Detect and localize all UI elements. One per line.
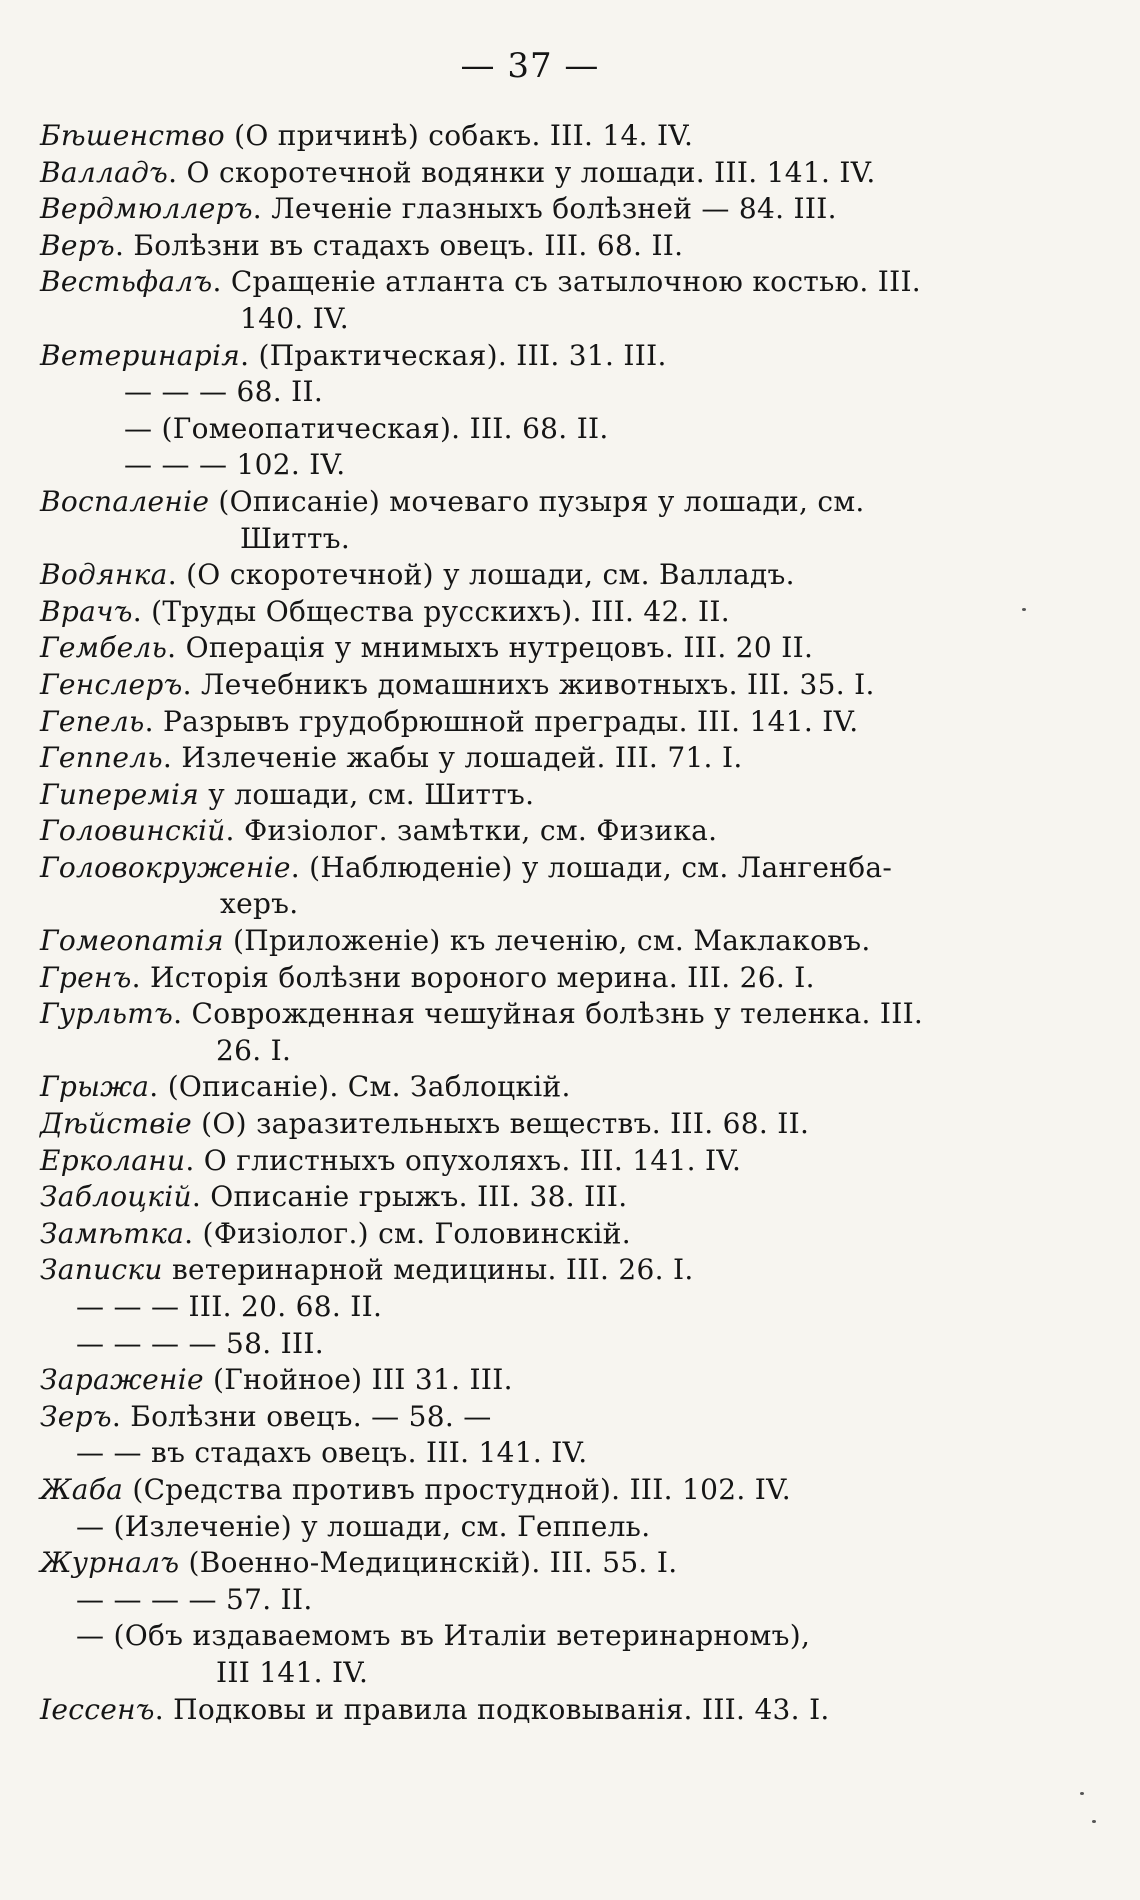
index-entry-ditto — [40, 1509, 1020, 1546]
entry-heading: Вестьфалъ — [40, 265, 213, 299]
entry-heading: Записки — [40, 1253, 163, 1287]
entry-heading: Грыжа — [40, 1070, 150, 1104]
entry-text: III 141. IV. — [216, 1655, 369, 1689]
entry-text: . Соврожденная чешуйная болѣзнь у теленка. III. — [173, 997, 924, 1031]
index-entry — [40, 118, 1020, 155]
entry-text: 140. IV. — [240, 301, 349, 335]
index-entry-ditto — [40, 411, 1020, 448]
entry-heading: Ветеринарія — [40, 338, 241, 372]
index-entry — [40, 1692, 1020, 1729]
entry-heading: Головинскій — [40, 814, 226, 848]
entry-text: . (Физіолог.) см. Головинскій. — [184, 1216, 631, 1250]
entry-heading: Бѣшенство — [40, 119, 225, 152]
entry-text: — — — — 57. II. — [76, 1582, 313, 1616]
index-entry — [40, 850, 1020, 887]
index-entry — [40, 264, 1020, 301]
index-entry-continuation — [40, 521, 1020, 558]
index-entry — [40, 1399, 1020, 1436]
entry-heading: Зараженіе — [40, 1363, 204, 1397]
index-entry — [40, 338, 1020, 375]
index-entry-continuation — [40, 1033, 1020, 1070]
index-entry — [40, 1106, 1020, 1143]
entry-text: — (Объ издаваемомъ въ Италіи ветеринарномъ), — [76, 1619, 811, 1653]
entry-heading: Водянка — [40, 558, 168, 592]
entry-heading: Гомеопатія — [40, 924, 224, 958]
entry-text: (Средства противъ простудной). III. 102. IV. — [123, 1472, 791, 1506]
index-entry-continuation — [40, 886, 1020, 923]
index-entry — [40, 228, 1020, 265]
entry-heading: Заблоцкій — [40, 1180, 192, 1214]
entry-heading: Ерколани — [40, 1143, 186, 1177]
entry-text: — — — 102. IV. — [124, 448, 346, 482]
entry-text: (О) заразительныхъ веществъ. III. 68. II. — [191, 1107, 810, 1141]
index-entry-ditto — [40, 1326, 1020, 1363]
entry-text: . (Труды Общества русскихъ). III. 42. II. — [132, 594, 730, 628]
entry-heading: Вердмюллеръ — [40, 192, 253, 226]
entry-text: . Болѣзни въ стадахъ овецъ. III. 68. II. — [114, 228, 684, 262]
entry-text: . Болѣзни овецъ. — 58. — — [111, 1399, 492, 1433]
entry-heading: Воспаленіе — [40, 484, 210, 518]
index-entry — [40, 667, 1020, 704]
index-entry — [40, 484, 1020, 521]
entry-heading: Замѣтка — [40, 1216, 185, 1250]
page-number: — 37 — — [460, 46, 600, 86]
index-entry — [40, 960, 1020, 997]
entry-heading: Головокруженіе — [40, 850, 291, 884]
entry-text: — — — III. 20. 68. II. — [76, 1290, 383, 1323]
entry-heading: Врачъ — [40, 594, 133, 628]
entry-text: . Описаніе грыжъ. III. 38. III. — [191, 1180, 628, 1214]
index-entry-ditto — [40, 1435, 1020, 1472]
index-entry-ditto — [40, 1582, 1020, 1619]
entry-text: . Исторія болѣзни вороного мерина. III. 26. I. — [131, 960, 815, 994]
entry-heading: Журналъ — [40, 1546, 180, 1580]
entry-heading: Зеръ — [40, 1399, 112, 1433]
entry-text: — — — — 58. III. — [76, 1326, 324, 1360]
entry-heading: Жаба — [40, 1472, 124, 1506]
index-entry — [40, 1179, 1020, 1216]
index-entry — [40, 557, 1020, 594]
entry-text: (Гнойное) III 31. III. — [203, 1363, 513, 1397]
index-entry — [40, 813, 1020, 850]
index-entry — [40, 1472, 1020, 1509]
entry-text: . Разрывъ грудобрюшной преграды. III. 141. IV. — [144, 704, 859, 738]
entry-heading: Гиперемія — [40, 777, 200, 811]
entry-text: (Военно-Медицинскій). III. 55. I. — [179, 1546, 678, 1580]
index-entry — [40, 704, 1020, 741]
entry-text: (О причинѣ) собакъ. III. 14. IV. — [224, 119, 694, 152]
index-entry-continuation — [40, 301, 1020, 338]
entry-text: — — въ стадахъ овецъ. III. 141. IV. — [76, 1436, 588, 1470]
index-entry — [40, 740, 1020, 777]
entry-text: — — — 68. II. — [124, 375, 324, 409]
entry-heading: Гембель — [40, 631, 168, 665]
index-entry-continuation — [40, 1655, 1020, 1692]
entry-text: . (Описаніе). См. Заблоцкій. — [149, 1070, 571, 1104]
entry-text: (Описаніе) мочеваго пузыря у лошади, см. — [209, 484, 865, 518]
entry-text: . Леченіе глазныхъ болѣзней — 84. III. — [252, 192, 837, 226]
entry-heading: Гепель — [40, 704, 145, 738]
index-entry — [40, 1069, 1020, 1106]
index-entry — [40, 155, 1020, 192]
entry-text: ветеринарной медицины. III. 26. I. — [162, 1253, 694, 1287]
index-entry — [40, 1252, 1020, 1289]
entry-heading: Гурльтъ — [40, 997, 174, 1031]
entry-text: . Подковы и правила подковыванія. III. 43. I. — [154, 1692, 830, 1726]
entry-heading: Веръ — [40, 228, 115, 262]
entry-text: . Лечебникъ домашнихъ животныхъ. III. 35. I. — [182, 667, 875, 701]
index-entry — [40, 630, 1020, 667]
entry-text: . Излеченіе жабы у лошадей. III. 71. I. — [162, 741, 743, 775]
index-entry — [40, 777, 1020, 814]
index-entry — [40, 1362, 1020, 1399]
index-entry — [40, 594, 1020, 631]
index-entry-ditto — [40, 374, 1020, 411]
entry-text: . (Наблюденіе) у лошади, см. Лангенба- — [290, 850, 893, 884]
index-entry-ditto — [40, 1289, 1020, 1326]
entry-text: . (Практическая). III. 31. III. — [240, 338, 667, 372]
entry-text: . (О скоротечной) у лошади, см. Валладъ. — [167, 558, 795, 592]
entry-text: . Физіолог. замѣтки, см. Физика. — [225, 814, 718, 848]
index-entry — [40, 923, 1020, 960]
entry-text: . О глистныхъ опухоляхъ. III. 141. IV. — [185, 1143, 742, 1177]
entry-text: у лошади, см. Шиттъ. — [199, 777, 535, 811]
entry-text: . Операція у мнимыхъ нутрецовъ. III. 20 II. — [167, 631, 814, 665]
entry-heading: Генслеръ — [40, 667, 183, 701]
entry-text: (Приложеніе) къ леченію, см. Маклаковъ. — [223, 924, 871, 958]
entry-text: — (Излеченіе) у лошади, см. Геппель. — [76, 1509, 651, 1543]
index-entry — [40, 1216, 1020, 1253]
index-entry-ditto — [40, 447, 1020, 484]
index-entry — [40, 191, 1020, 228]
print-speck — [1092, 1820, 1096, 1823]
entry-heading: Геппель — [40, 741, 163, 775]
entry-text: — (Гомеопатическая). III. 68. II. — [124, 411, 609, 445]
print-speck — [1080, 1792, 1084, 1795]
entry-text: Шиттъ. — [240, 521, 351, 555]
entry-text: 26. I. — [216, 1033, 292, 1067]
entry-text: . О скоротечной водянки у лошади. III. 141. IV. — [168, 155, 876, 189]
index-entry-ditto — [40, 1618, 1020, 1655]
index-entries — [40, 118, 1020, 1728]
entry-heading: Гренъ — [40, 960, 132, 994]
index-entry — [40, 996, 1020, 1033]
index-entry — [40, 1545, 1020, 1582]
entry-text: . Сращеніе атланта съ затылочною костью. III. — [212, 265, 922, 299]
print-speck — [1022, 608, 1026, 611]
index-entry — [40, 1143, 1020, 1180]
entry-heading: Валладъ — [40, 155, 169, 189]
entry-heading: Дѣйствіе — [40, 1107, 192, 1141]
entry-text: херъ. — [220, 887, 299, 921]
entry-heading: Іессенъ — [40, 1692, 155, 1726]
